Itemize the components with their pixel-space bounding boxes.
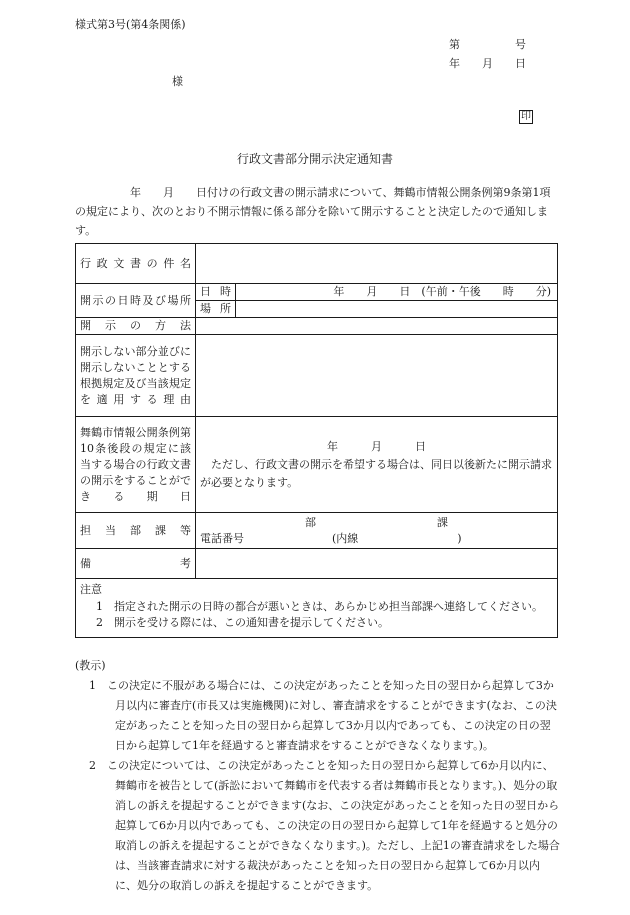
label-period: 舞鶴市情報公開条例第10条後段の規定に該当する場合の行政文書の開示をすることができる期日 bbox=[76, 417, 196, 513]
label-remarks: 備考 bbox=[76, 549, 196, 579]
instruction-section bbox=[75, 656, 561, 896]
instruction-item: 1 この決定に不服がある場合には、この決定があったことを知った日の翌日から起算して3か月以内に審査庁(市長又は実施機関)に対し、審査請求をすることができます(なお、この決定があったことを知った日の翌日から起算して3か月以内であっても、この決定の日の翌日から起算して1年を経過すると審査請求をすることができなくなります。)。 bbox=[89, 679, 557, 752]
document-date: 年 月 日 bbox=[449, 57, 526, 70]
period-date: 年 月 日 bbox=[327, 439, 426, 453]
value-document-name bbox=[196, 244, 558, 284]
row-document-name bbox=[76, 244, 558, 284]
label-datetime-place: 開示の日時及び場所 bbox=[76, 284, 196, 318]
instruction-item: 2 この決定については、この決定があったことを知った日の翌日から起算して6か月以内に、舞鶴市を被告として(訴訟において舞鶴市を代表する者は舞鶴市長となります。)、処分の取消しの訴えを提起することができます(なお、この決定があったことを知った日の翌日から起算して6か月以内であっても、この決定の日の翌日から起算して1年を経過すると処分の取消しの訴えを提起することができなくなります。)。ただし、上記1の審査請求をした場合は、当該審査請求に対する裁決があったことを知った日の翌日から起算して6か月以内に、処分の取消しの訴えを提起することができます。 bbox=[89, 759, 560, 892]
document-title: 行政文書部分開示決定通知書 bbox=[236, 152, 393, 166]
row-notes bbox=[76, 579, 558, 638]
value-method bbox=[196, 318, 558, 335]
notes-cell bbox=[76, 579, 558, 638]
label-reason: 開示しない部分並びに開示しないこととする根拠規定及び当該規定を適用する理由 bbox=[76, 335, 196, 417]
row-period bbox=[76, 417, 558, 513]
department-line: 部 課 bbox=[305, 515, 448, 529]
value-place bbox=[236, 301, 558, 318]
label-datetime: 日時 bbox=[196, 284, 236, 301]
notes-item: 2 開示を受ける際には、この通知書を提示してください。 bbox=[96, 616, 389, 629]
value-reason bbox=[196, 335, 558, 417]
row-datetime bbox=[76, 284, 558, 301]
value-period bbox=[196, 417, 558, 513]
value-datetime: 年 月 日 (午前・午後 時 分) bbox=[236, 284, 558, 301]
form-number: 様式第3号(第4条関係) bbox=[75, 18, 186, 31]
notes-item: 1 指定された開示の日時の都合が悪いときは、あらかじめ担当部課へ連絡してください。 bbox=[96, 600, 543, 613]
notice-table bbox=[75, 243, 558, 638]
notes-heading: 注意 bbox=[80, 583, 102, 596]
label-document-name: 行政文書の件名 bbox=[76, 244, 196, 284]
seal-mark: 印 bbox=[521, 111, 531, 122]
value-remarks bbox=[196, 549, 558, 579]
label-place: 場所 bbox=[196, 301, 236, 318]
document-number: 第 号 bbox=[449, 38, 526, 51]
row-remarks bbox=[76, 549, 558, 579]
label-department: 担当部課等 bbox=[76, 513, 196, 549]
value-department bbox=[196, 513, 558, 549]
row-reason bbox=[76, 335, 558, 417]
instruction-heading: (教示) bbox=[75, 659, 106, 672]
row-method bbox=[76, 318, 558, 335]
lead-text: 年 月 日付けの行政文書の開示請求について、舞鶴市情報公開条例第9条第1項の規定により、次のとおり不開示情報に係る部分を除いて開示することと決定したので通知します。 bbox=[75, 186, 551, 237]
period-note: ただし、行政文書の開示を希望する場合は、同日以後新たに開示請求が必要となります。 bbox=[200, 457, 552, 489]
row-department bbox=[76, 513, 558, 549]
label-method: 開示の方法 bbox=[76, 318, 196, 335]
phone-line: 電話番号 (内線 ) bbox=[200, 531, 462, 545]
addressee-suffix: 様 bbox=[172, 75, 183, 88]
